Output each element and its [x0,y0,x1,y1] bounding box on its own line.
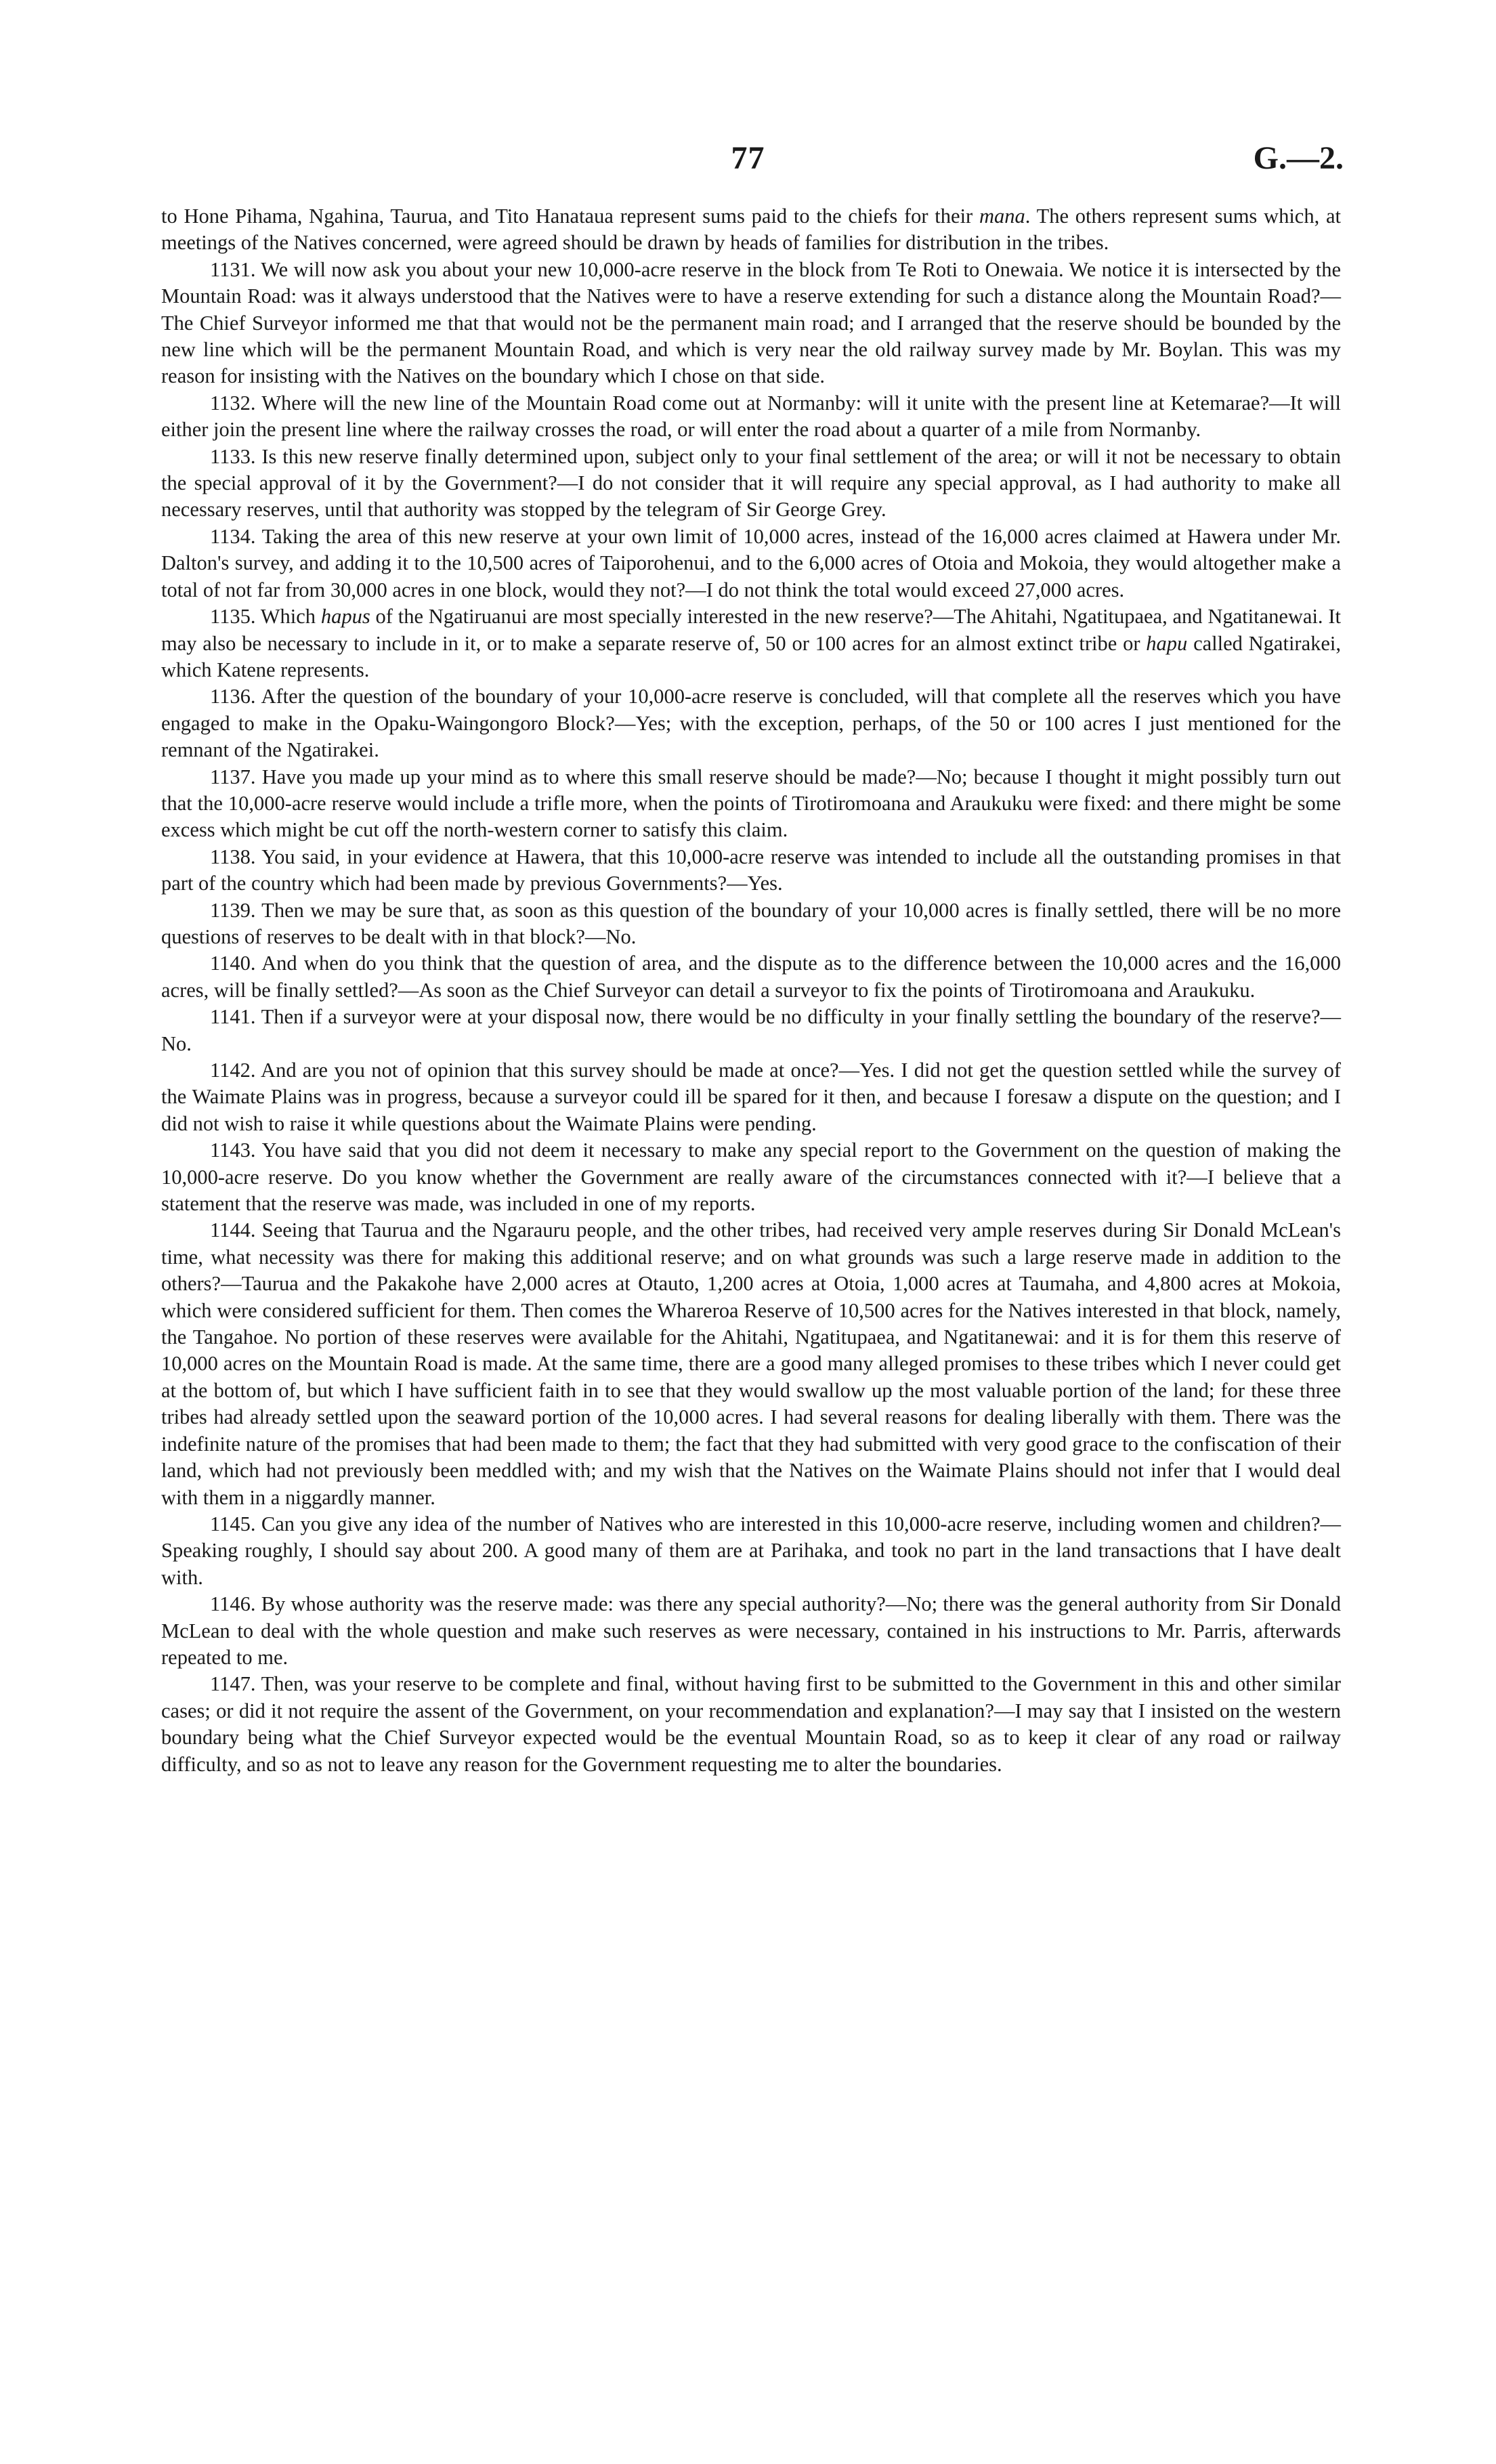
page-number: 77 [731,140,765,176]
question-paragraph: 1147. Then, was your reserve to be complete and final, without having first to be submitted to the Government in this and other similar cases; or did it not require the assent of the Government, on your recommendation and explanation?—I may say that I insisted on the western boundary being what the Chief Surveyor expected would be the eventual Mountain Road, so as to keep it clear of any road or railway difficulty, and so as not to leave any reason for the Government requesting me to alter the boundaries. [161,1672,1341,1776]
question-paragraph: 1137. Have you made up your mind as to where this small reserve should be made?—No; because I thought it might possibly turn out that the 10,000-acre reserve would include a trifle more, when the points of Tirotiromoana and Araukuku were fixed: and there might be some excess which might be cut off the north-western corner to satisfy this claim. [161,765,1341,842]
question-paragraph: 1134. Taking the area of this new reserve at your own limit of 10,000 acres, instead of the 16,000 acres claimed at Hawera under Mr. Dalton's survey, and adding it to the 10,500 acres of Taiporohenui, and to the 6,000 acres of Otoia and Mokoia, they would altogether make a total of not far from 30,000 acres in one block, would they not?—I do not think the total would exceed 27,000 acres. [161,524,1341,601]
question-paragraph: 1142. And are you not of opinion that this survey should be made at once?—Yes. I did not get the question settled while the survey of the Waimate Plains was in progress, because a surveyor could ill be spared for it then, and because I foresaw a dispute on the question; and I did not wish to raise it while questions about the Waimate Plains were pending. [161,1059,1341,1135]
question-paragraph: 1143. You have said that you did not deem it necessary to make any special report to the Government on the question of making the 10,000-acre reserve. Do you know whether the Government are really aware of the circumstances connected with it?—I believe that a statement that the reserve was made, was included in one of my reports. [161,1139,1341,1216]
italic-term: hapus [320,605,370,629]
question-paragraph: 1132. Where will the new line of the Mountain Road come out at Normanby: will it unite with the present line at Ketemarae?—It will either join the present line where the railway crosses the road, or will enter the road about a quarter of a mile from Normanby. [161,391,1341,442]
question-paragraph: 1136. After the question of the boundary of your 10,000-acre reserve is concluded, will that complete all the reserves which you have engaged to make in the Opaku-Waingongoro Block?—Yes; with the exception, perhaps, of the 50 or 100 acres I just mentioned for the remnant of the Ngatirakei. [161,685,1341,762]
italic-term: hapu [1146,631,1188,655]
italic-term: mana [979,205,1025,228]
document-body [161,203,1341,1778]
question-paragraph: 1139. Then we may be sure that, as soon as this question of the boundary of your 10,000 acres is finally settled, there will be no more questions of reserves to be dealt with in that block?—No. [161,898,1341,948]
question-paragraph: 1133. Is this new reserve finally determined upon, subject only to your final settlement of the area; or will it not be necessary to obtain the special approval of it by the Government?—I do not consider that it will require any special approval, as I had authority to make all necessary reserves, until that authority was stopped by the telegram of Sir George Grey. [161,444,1341,522]
document-reference: G.—2. [1253,140,1344,176]
question-paragraph: 1141. Then if a surveyor were at your disposal now, there would be no difficulty in your finally settling the boundary of the reserve?—No. [161,1005,1341,1055]
paragraph: to Hone Pihama, Ngahina, Taurua, and Tito Hanataua represent sums paid to the chiefs for their mana. The others represent sums which, at meetings of the Natives concerned, were agreed should be drawn by heads of families for distribution in the tribes. [161,205,1341,255]
question-paragraph: 1145. Can you give any idea of the number of Natives who are interested in this 10,000-acre reserve, including women and children?—Speaking roughly, I should say about 200. A good many of them are at Parihaka, and took no part in the land transactions that I have dealt with. [161,1512,1341,1589]
question-paragraph: 1144. Seeing that Taurua and the Ngarauru people, and the other tribes, had received very ample reserves during Sir Donald McLean's time, what necessity was there for making this additional reserve; and on what grounds was such a large reserve made in addition to the others?—Taurua and the Pakakohe have 2,000 acres at Otauto, 1,200 acres at Otoia, 1,000 acres at Taumaha, and 4,800 acres at Mokoia, which were considered sufficient for them. Then comes the Whareroa Reserve of 10,500 acres for the Natives interested in that block, namely, the Tangahoe. No portion of these reserves were available for the Ahitahi, Ngatitupaea, and Ngatitanewai: and it is for them this reserve of 10,000 acres on the Mountain Road is made. At the same time, there are a good many alleged promises to these tribes which I never could get at the bottom of, but which I have sufficient faith in to see that they would swallow up the most valuable portion of the land; for these three tribes had already settled upon the seaward portion of the 10,000 acres. I had several reasons for dealing liberally with them. There was the indefinite nature of the promises that had been made to them; the fact that they had submitted with very good grace to the confiscation of their land, which had not previously been meddled with; and my wish that the Natives on the Waimate Plains should not infer that I would deal with them in a niggardly manner. [161,1218,1341,1509]
question-paragraph: 1140. And when do you think that the question of area, and the dispute as to the difference between the 10,000 acres and the 16,000 acres, will be finally settled?—As soon as the Chief Surveyor can detail a surveyor to fix the points of Tirotiromoana and Araukuku. [161,952,1341,1002]
question-paragraph: 1146. By whose authority was the reserve made: was there any special authority?—No; there was the general authority from Sir Donald McLean to deal with the whole question and make such reserves as were necessary, contained in his instructions to Mr. Parris, afterwards repeated to me. [161,1592,1341,1669]
question-paragraph: 1138. You said, in your evidence at Hawera, that this 10,000-acre reserve was intended to include all the outstanding promises in that part of the country which had been made by previous Governments?—Yes. [161,845,1341,895]
question-paragraph: 1131. We will now ask you about your new 10,000-acre reserve in the block from Te Roti to Onewaia. We notice it is intersected by the Mountain Road: was it always understood that the Natives were to have a reserve extending for such a distance along the Mountain Road?—The Chief Surveyor informed me that that would not be the permanent main road; and I arranged that the reserve should be bounded by the new line which will be the permanent Mountain Road, and which is very near the old railway survey made by Mr. Boylan. This was my reason for insisting with the Natives on the boundary which I chose on that side. [161,257,1341,388]
question-paragraph: 1135. Which hapus of the Ngatiruanui are most specially interested in the new reserve?—The Ahitahi, Ngatitupaea, and Ngatitanewai. It may also be necessary to include in it, or to make a separate reserve of, 50 or 100 acres for an almost extinct tribe or hapu called Ngatirakei, which Katene represents. [161,605,1341,681]
